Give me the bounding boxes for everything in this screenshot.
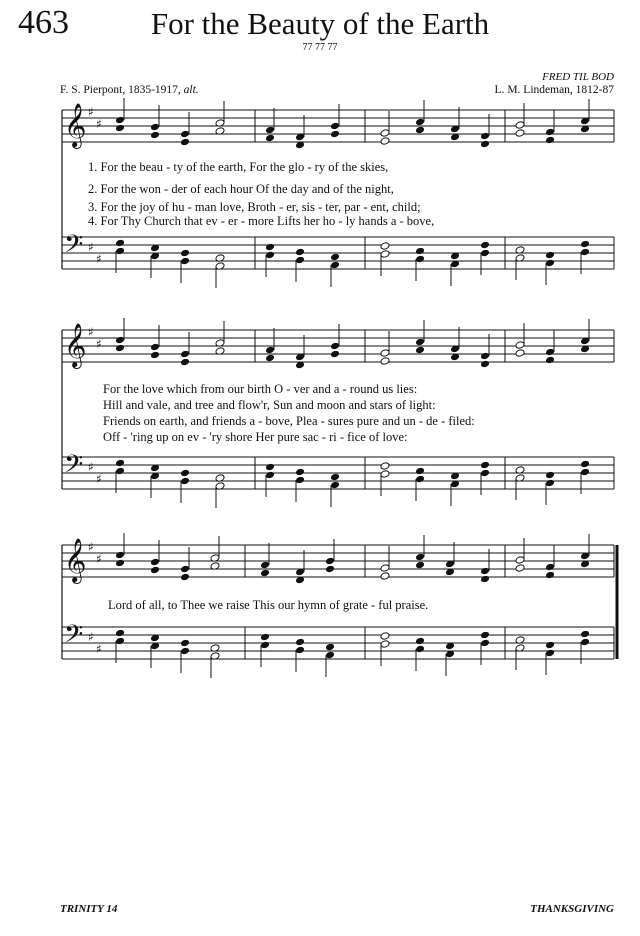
notehead [415,255,425,264]
notehead [580,240,590,249]
notehead [415,247,425,256]
notehead [330,473,340,482]
notehead [265,471,275,480]
notehead [545,356,555,365]
notehead [115,239,125,248]
clef-glyph: ♯ [96,552,102,566]
notehead [415,467,425,476]
notehead [330,130,340,139]
clef-glyph: 𝄢 [64,230,84,265]
notehead [115,637,125,646]
notehead [545,641,555,650]
clef-glyph: ♯ [88,630,94,644]
notehead [265,251,275,260]
author-name: F. S. Pierpont, 1835-1917, [60,84,181,96]
clef-glyph: ♯ [88,105,94,119]
notehead [115,124,125,133]
notehead [515,564,525,573]
notehead [515,556,525,565]
clef-glyph: ♯ [88,540,94,554]
notehead [115,629,125,638]
notehead [480,469,490,478]
notehead [115,344,125,353]
clef-glyph: ♯ [96,642,102,656]
notehead [115,467,125,476]
notehead [330,342,340,351]
notehead [260,569,270,578]
notehead [545,479,555,488]
notehead [480,249,490,258]
notehead [265,126,275,135]
notehead [325,557,335,566]
notehead [180,249,190,258]
notehead [480,352,490,361]
clef-glyph: ♯ [88,325,94,339]
notehead [115,336,125,345]
notehead [480,360,490,369]
notehead [480,241,490,250]
notehead [380,632,390,641]
notehead [180,477,190,486]
notehead [330,481,340,490]
clef-glyph: 𝄢 [64,450,84,485]
notehead [380,357,390,366]
notehead [380,242,390,251]
notehead [295,256,305,265]
notehead [265,463,275,472]
notehead [265,346,275,355]
notehead [580,630,590,639]
lyric-line: Lord of all, to Thee we raise This our hymn of grate - ful praise. [108,598,429,612]
author-suffix: alt. [183,84,199,96]
clef-glyph: 𝄞 [64,323,87,367]
notehead [115,559,125,568]
notehead [415,553,425,562]
notehead [115,247,125,256]
notehead [515,341,525,350]
notehead [115,551,125,560]
notehead [150,566,160,575]
notehead [380,640,390,649]
notehead [150,123,160,132]
notehead [295,638,305,647]
notehead [380,137,390,146]
notehead [415,346,425,355]
notehead [515,121,525,130]
notehead [295,248,305,257]
tune-name: FRED TIL BOD [542,71,614,83]
notehead [265,134,275,143]
notehead [180,469,190,478]
lyric-line: For the love which from our birth O - ver and a - round us lies: [103,382,418,396]
clef-glyph: 𝄞 [64,538,87,582]
notehead [415,637,425,646]
notehead [480,575,490,584]
notehead [480,567,490,576]
notehead [545,136,555,145]
notehead [580,638,590,647]
footer-right: THANKSGIVING [530,903,614,915]
notehead [380,564,390,573]
notehead [330,253,340,262]
notehead [545,259,555,268]
lyric-line: 2. For the won - der of each hour Of the day and of the night, [88,182,394,196]
notehead [330,350,340,359]
notehead [380,129,390,138]
notehead [150,343,160,352]
notehead [380,470,390,479]
lyric-line: Off - 'ring up on ev - 'ry shore Her pure sac - ri - fice of love: [103,430,408,444]
lyric-line: Friends on earth, and friends a - bove, Plea - sures pure and un - de - filed: [103,414,475,428]
notehead [415,475,425,484]
notehead [480,461,490,470]
notehead [115,116,125,125]
notehead [480,140,490,149]
notehead [380,349,390,358]
notehead [265,354,275,363]
notehead [330,122,340,131]
notehead [515,349,525,358]
composer-credit: L. M. Lindeman, 1812-87 [494,84,614,96]
notehead [150,131,160,140]
notehead [180,138,190,147]
clef-glyph: ♯ [96,117,102,131]
clef-glyph: 𝄢 [64,620,84,655]
notehead [480,132,490,141]
notehead [265,243,275,252]
notehead [580,468,590,477]
hymn-number: 463 [18,4,69,41]
notehead [180,573,190,582]
clef-glyph: 𝄞 [64,103,87,147]
notehead [415,126,425,135]
notehead [415,118,425,127]
notehead [480,631,490,640]
lyric-line: 4. For Thy Church that ev - er - more Lifts her ho - ly hands a - bove, [88,214,435,228]
notehead [150,558,160,567]
notehead [380,250,390,259]
clef-glyph: ♯ [88,460,94,474]
notehead [545,348,555,357]
notehead [180,639,190,648]
notehead [415,338,425,347]
notehead [295,468,305,477]
clef-glyph: ♯ [96,337,102,351]
notehead [380,572,390,581]
notehead [330,261,340,270]
notehead [325,643,335,652]
notehead [415,645,425,654]
notehead [180,130,190,139]
notehead [580,248,590,257]
notehead [580,460,590,469]
clef-glyph: ♯ [96,472,102,486]
lyric-line: Hill and vale, and tree and flow'r, Sun and moon and stars of light: [103,398,436,412]
notehead [180,647,190,656]
notehead [545,128,555,137]
notehead [545,571,555,580]
notehead [325,651,335,660]
notehead [260,561,270,570]
notehead [180,565,190,574]
lyric-line: 1. For the beau - ty of the earth, For the glo - ry of the skies, [88,160,389,174]
notehead [180,358,190,367]
notehead [180,350,190,359]
footer-left: TRINITY 14 [60,903,118,915]
notehead [115,459,125,468]
notehead [545,471,555,480]
notehead [325,565,335,574]
notehead [480,639,490,648]
notehead [380,462,390,471]
notehead [545,649,555,658]
lyric-line: 3. For the joy of hu - man love, Broth - er, sis - ter, par - ent, child; [88,200,421,214]
notehead [150,351,160,360]
notehead [515,129,525,138]
clef-glyph: ♯ [96,252,102,266]
clef-glyph: ♯ [88,240,94,254]
notehead [295,646,305,655]
hymn-title: For the Beauty of the Earth [150,6,490,41]
notehead [260,641,270,650]
notehead [545,563,555,572]
notehead [415,561,425,570]
notehead [295,476,305,485]
notehead [180,257,190,266]
notehead [545,251,555,260]
meter: 77 77 77 [302,42,338,53]
notehead [260,633,270,642]
